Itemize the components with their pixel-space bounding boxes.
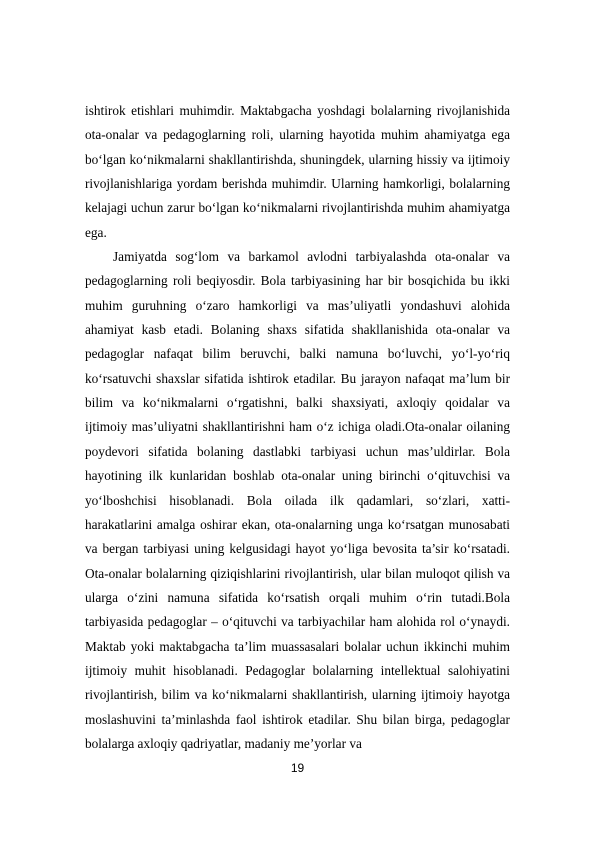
page-number: 19 bbox=[290, 761, 305, 775]
body-text bbox=[85, 99, 510, 756]
paragraph-2: Jamiyatda sog‘lom va barkamol avlodni tarbiyalashda ota-onalar va pedagoglarning roli beqiyosdir. Bola tarbiyasining har bir bosqichida bu ikki muhim guruhning o‘zaro hamkorligi va mas’uliyatli yondashuvi alohida ahamiyat kasb etadi. Bolaning shaxs sifatida shakllanishida ota-onalar va pedagoglar nafaqat bilim beruvchi, balki namuna bo‘luvchi, yo‘l-yo‘riq ko‘rsatuvchi shaxslar sifatida ishtirok etadilar. Bu jarayon nafaqat ma’lum bir bilim va ko‘nikmalarni o‘rgatishni, balki shaxsiyati, axloqiy qoidalar va ijtimoiy mas’uliyatni shakllantirishni ham o‘z ichiga oladi.Ota-onalar oilaning poydevori sifatida bolaning dastlabki tarbiyasi uchun mas’uldirlar. Bola hayotining ilk kunlaridan boshlab ota-onalar uning birinchi o‘qituvchisi va yo‘lboshchisi hisoblanadi. Bola oilada ilk qadamlari, so‘zlari, xatti-harakatlarini amalga oshirar ekan, ota-onalarning unga ko‘rsatgan munosabati va bergan tarbiyasi uning kelgusidagi hayot yo‘liga bevosita ta’sir ko‘rsatadi. Ota-onalar bolalarning qiziqishlarini rivojlantirish, ular bilan muloqot qilish va ularga o‘zini namuna sifatida ko‘rsatish orqali muhim o‘rin tutadi.Bola tarbiyasida pedagoglar – o‘qituvchi va tarbiyachilar ham alohida rol o‘ynaydi. Maktab yoki maktabgacha ta’lim muassasalari bolalar uchun ikkinchi muhim ijtimoiy muhit hisoblanadi. Pedagoglar bolalarning intellektual salohiyatini rivojlantirish, bilim va ko‘nikmalarni shakllantirish, ularning ijtimoiy hayotga moslashuvini ta’minlashda faol ishtirok etadilar. Shu bilan birga, pedagoglar bolalarga axloqiy qadriyatlar, madaniy me’yorlar va bbox=[85, 249, 510, 751]
paragraph-1: ishtirok etishlari muhimdir. Maktabgacha yoshdagi bolalarning rivojlanishida ota-onalar va pedagoglarning roli, ularning hayotida muhim ahamiyatga ega bo‘lgan ko‘nikmalarni shakllantirishda, shuningdek, ularning hissiy va ijtimoiy rivojlanishlariga yordam berishda muhimdir. Ularning hamkorligi, bolalarning kelajagi uchun zarur bo‘lgan ko‘nikmalarni rivojlantirishda muhim ahamiyatga ega. bbox=[85, 103, 510, 240]
